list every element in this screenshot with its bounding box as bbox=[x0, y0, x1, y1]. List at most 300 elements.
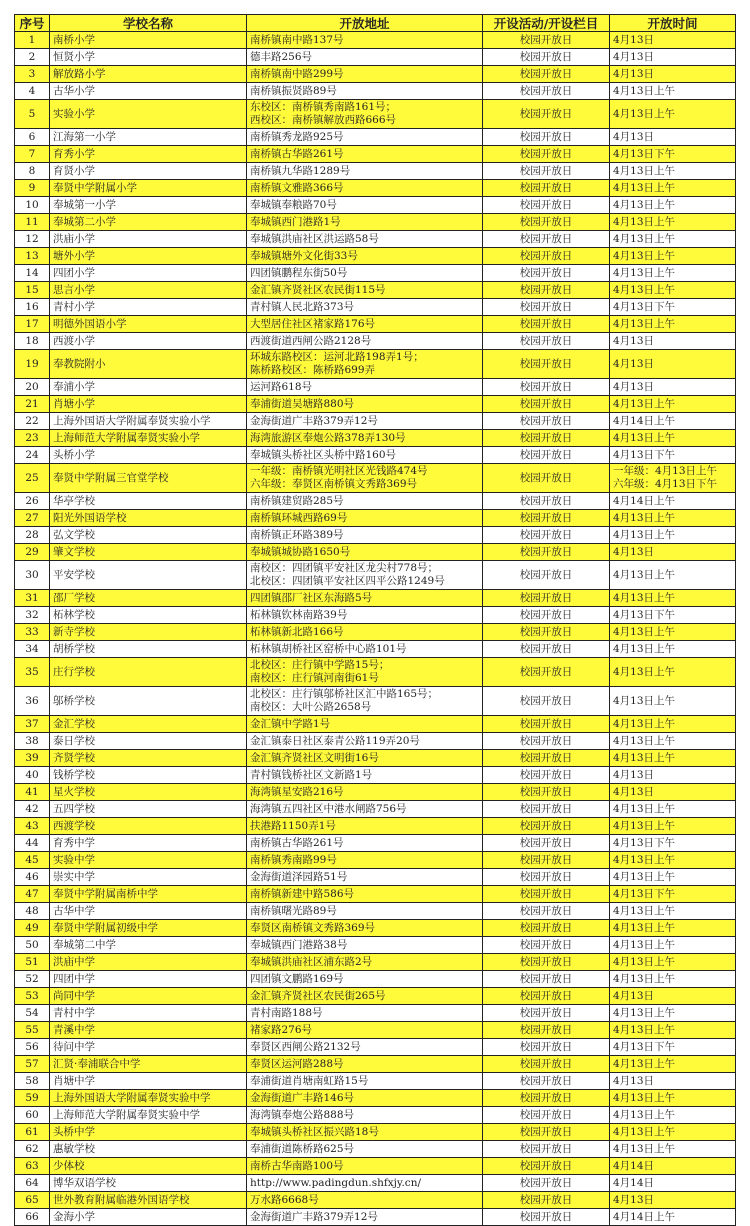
open-address-line: 金海街道泽园路51号 bbox=[250, 870, 348, 883]
open-address-line: 海湾旅游区奉炮公路378弄130号 bbox=[250, 431, 406, 444]
activity: 校园开放日 bbox=[483, 750, 610, 767]
open-address bbox=[247, 920, 483, 937]
activity: 校园开放日 bbox=[483, 767, 610, 784]
open-time-line: 4月13日下午 bbox=[613, 887, 676, 900]
header-time: 开放时间 bbox=[610, 15, 736, 32]
table-row bbox=[15, 716, 736, 733]
open-address bbox=[247, 333, 483, 350]
open-time-line: 4月13日上午 bbox=[613, 921, 676, 934]
activity: 校园开放日 bbox=[483, 852, 610, 869]
open-time bbox=[610, 835, 736, 852]
open-time bbox=[610, 750, 736, 767]
open-address-line: 柘林镇胡桥社区窑桥中心路101号 bbox=[250, 642, 407, 655]
row-number: 12 bbox=[15, 231, 50, 248]
open-time bbox=[610, 396, 736, 413]
row-number: 28 bbox=[15, 527, 50, 544]
open-time bbox=[610, 767, 736, 784]
table-row bbox=[15, 818, 736, 835]
school-name: 上海师范大学附属奉贤实验中学 bbox=[50, 1107, 247, 1124]
school-name: 洪庙中学 bbox=[50, 954, 247, 971]
open-time-line: 4月13日上午 bbox=[613, 431, 676, 444]
open-time-line: 4月13日上午 bbox=[613, 591, 676, 604]
open-time-line: 4月13日下午 bbox=[613, 147, 676, 160]
activity: 校园开放日 bbox=[483, 1005, 610, 1022]
open-time bbox=[610, 1107, 736, 1124]
open-time-line: 六年级：4月13日下午 bbox=[613, 478, 718, 490]
open-address-line: 褚家路276号 bbox=[250, 1023, 313, 1036]
activity: 校园开放日 bbox=[483, 248, 610, 265]
row-number: 25 bbox=[15, 464, 50, 493]
table-row bbox=[15, 835, 736, 852]
activity: 校园开放日 bbox=[483, 886, 610, 903]
open-address bbox=[247, 641, 483, 658]
open-time bbox=[610, 350, 736, 379]
open-time-line: 4月13日 bbox=[613, 50, 655, 63]
open-address-line: 四团镇鹏程东街50号 bbox=[250, 266, 348, 279]
school-name: 奉城第二小学 bbox=[50, 214, 247, 231]
school-name: 青溪中学 bbox=[50, 1022, 247, 1039]
open-address bbox=[247, 937, 483, 954]
open-address-line: 四团镇邵厂社区东海路5号 bbox=[250, 591, 373, 604]
open-address bbox=[247, 163, 483, 180]
open-time bbox=[610, 163, 736, 180]
activity: 校园开放日 bbox=[483, 350, 610, 379]
open-address-line: 大型居住社区褚家路176号 bbox=[250, 317, 376, 330]
open-time-line: 4月13日下午 bbox=[613, 836, 676, 849]
open-address bbox=[247, 1039, 483, 1056]
school-name: 星火学校 bbox=[50, 784, 247, 801]
open-address-line: 南桥镇古华路261号 bbox=[250, 836, 344, 849]
open-time bbox=[610, 100, 736, 129]
open-address-line: 奉城镇城协路1650号 bbox=[250, 545, 351, 558]
row-number: 64 bbox=[15, 1175, 50, 1192]
school-name: 待问中学 bbox=[50, 1039, 247, 1056]
activity: 校园开放日 bbox=[483, 1175, 610, 1192]
open-address bbox=[247, 561, 483, 590]
open-time bbox=[610, 413, 736, 430]
table-body bbox=[15, 32, 736, 1226]
open-address-line: 奉城镇洪庙社区洪运路58号 bbox=[250, 232, 379, 245]
open-address bbox=[247, 447, 483, 464]
table-row bbox=[15, 214, 736, 231]
school-name: 奉城第二中学 bbox=[50, 937, 247, 954]
table-row bbox=[15, 265, 736, 282]
open-address bbox=[247, 750, 483, 767]
open-address-line: 奉城镇西门港路38号 bbox=[250, 938, 348, 951]
activity: 校园开放日 bbox=[483, 544, 610, 561]
activity: 校园开放日 bbox=[483, 658, 610, 687]
activity: 校园开放日 bbox=[483, 1209, 610, 1226]
open-time-line: 4月13日上午 bbox=[613, 642, 676, 655]
table-row bbox=[15, 350, 736, 379]
open-address bbox=[247, 282, 483, 299]
table-row bbox=[15, 971, 736, 988]
open-time-line: 4月14日上午 bbox=[613, 494, 676, 507]
open-address-line: 奉浦街道吴塘路880号 bbox=[250, 397, 355, 410]
open-address-line: 扶港路1150弄1号 bbox=[250, 819, 336, 832]
school-name: 实验小学 bbox=[50, 100, 247, 129]
row-number: 51 bbox=[15, 954, 50, 971]
row-number: 45 bbox=[15, 852, 50, 869]
open-time bbox=[610, 282, 736, 299]
open-address-line: 奉城镇西门港路1号 bbox=[250, 215, 341, 228]
open-address-line: 南桥镇环城西路69号 bbox=[250, 511, 348, 524]
row-number: 47 bbox=[15, 886, 50, 903]
open-time-line: 4月13日上午 bbox=[613, 625, 676, 638]
table-row bbox=[15, 687, 736, 716]
open-address bbox=[247, 988, 483, 1005]
row-number: 9 bbox=[15, 180, 50, 197]
school-name: 洪庙小学 bbox=[50, 231, 247, 248]
activity: 校园开放日 bbox=[483, 83, 610, 100]
open-address bbox=[247, 350, 483, 379]
school-name: 邬桥学校 bbox=[50, 687, 247, 716]
header-no: 序号 bbox=[15, 15, 50, 32]
open-time bbox=[610, 197, 736, 214]
row-number: 40 bbox=[15, 767, 50, 784]
open-address bbox=[247, 1107, 483, 1124]
open-time-line: 4月13日上午 bbox=[613, 181, 676, 194]
table-row bbox=[15, 413, 736, 430]
row-number: 23 bbox=[15, 430, 50, 447]
table-row bbox=[15, 801, 736, 818]
open-time bbox=[610, 1209, 736, 1226]
open-address bbox=[247, 1073, 483, 1090]
row-number: 55 bbox=[15, 1022, 50, 1039]
open-address-line: 万水路6668号 bbox=[250, 1193, 319, 1206]
school-name: 少体校 bbox=[50, 1158, 247, 1175]
activity: 校园开放日 bbox=[483, 32, 610, 49]
activity: 校园开放日 bbox=[483, 510, 610, 527]
school-name: 邵厂学校 bbox=[50, 590, 247, 607]
row-number: 20 bbox=[15, 379, 50, 396]
table-row bbox=[15, 66, 736, 83]
table-row bbox=[15, 129, 736, 146]
open-address-line: 南校区：四团镇平安社区龙尖村778号； bbox=[250, 562, 439, 574]
school-name: 育秀中学 bbox=[50, 835, 247, 852]
open-time bbox=[610, 1192, 736, 1209]
school-name: 育贤小学 bbox=[50, 163, 247, 180]
row-number: 22 bbox=[15, 413, 50, 430]
activity: 校园开放日 bbox=[483, 1141, 610, 1158]
row-number: 36 bbox=[15, 687, 50, 716]
open-address bbox=[247, 544, 483, 561]
open-time-line: 4月13日上午 bbox=[613, 1057, 676, 1070]
header-activity: 开设活动/开设栏目 bbox=[483, 15, 610, 32]
table-row bbox=[15, 886, 736, 903]
row-number: 26 bbox=[15, 493, 50, 510]
open-time bbox=[610, 214, 736, 231]
open-address bbox=[247, 1124, 483, 1141]
open-time-line: 4月13日 bbox=[613, 989, 655, 1002]
open-address-line: 南桥镇建贸路285号 bbox=[250, 494, 344, 507]
open-time-line: 4月13日 bbox=[613, 67, 655, 80]
activity: 校园开放日 bbox=[483, 49, 610, 66]
open-address bbox=[247, 527, 483, 544]
activity: 校园开放日 bbox=[483, 1056, 610, 1073]
row-number: 24 bbox=[15, 447, 50, 464]
open-address-line: 奉贤区西闸公路2132号 bbox=[250, 1040, 361, 1053]
open-time-line: 4月13日上午 bbox=[613, 938, 676, 951]
row-number: 46 bbox=[15, 869, 50, 886]
open-address-line: 南桥镇文雅路366号 bbox=[250, 181, 344, 194]
table-row bbox=[15, 231, 736, 248]
activity: 校园开放日 bbox=[483, 1039, 610, 1056]
school-name: 庄行学校 bbox=[50, 658, 247, 687]
school-name: 青村中学 bbox=[50, 1005, 247, 1022]
open-time-line: 4月13日上午 bbox=[613, 317, 676, 330]
activity: 校园开放日 bbox=[483, 527, 610, 544]
school-open-day-table bbox=[14, 14, 736, 1226]
row-number: 17 bbox=[15, 316, 50, 333]
open-time-line: 4月13日上午 bbox=[613, 955, 676, 968]
open-address bbox=[247, 146, 483, 163]
school-name: 实验中学 bbox=[50, 852, 247, 869]
table-row bbox=[15, 1124, 736, 1141]
open-address bbox=[247, 1056, 483, 1073]
open-time bbox=[610, 607, 736, 624]
table-row bbox=[15, 197, 736, 214]
open-time bbox=[610, 447, 736, 464]
open-address-line: 四团镇文鹏路169号 bbox=[250, 972, 344, 985]
table-row bbox=[15, 869, 736, 886]
open-address-line: 北校区：四团镇平安社区四平公路1249号 bbox=[250, 575, 445, 587]
row-number: 49 bbox=[15, 920, 50, 937]
open-address-line: 南桥镇正环路389号 bbox=[250, 528, 344, 541]
row-number: 42 bbox=[15, 801, 50, 818]
open-address-line: 南桥镇九华路1289号 bbox=[250, 164, 351, 177]
table-row bbox=[15, 1158, 736, 1175]
activity: 校园开放日 bbox=[483, 590, 610, 607]
open-address bbox=[247, 32, 483, 49]
table-row bbox=[15, 464, 736, 493]
row-number: 15 bbox=[15, 282, 50, 299]
activity: 校园开放日 bbox=[483, 146, 610, 163]
open-address bbox=[247, 299, 483, 316]
school-name: 上海外国语大学附属奉贤实验中学 bbox=[50, 1090, 247, 1107]
open-time-line: 4月13日上午 bbox=[613, 870, 676, 883]
school-name: 西渡学校 bbox=[50, 818, 247, 835]
activity: 校园开放日 bbox=[483, 954, 610, 971]
open-address-line: 奉城镇塘外文化街33号 bbox=[250, 249, 358, 262]
activity: 校园开放日 bbox=[483, 265, 610, 282]
school-name: 塘外小学 bbox=[50, 248, 247, 265]
school-name: 南桥小学 bbox=[50, 32, 247, 49]
open-time bbox=[610, 818, 736, 835]
open-address bbox=[247, 590, 483, 607]
row-number: 43 bbox=[15, 818, 50, 835]
activity: 校园开放日 bbox=[483, 937, 610, 954]
open-time-line: 4月13日上午 bbox=[613, 1023, 676, 1036]
open-time-line: 4月13日上午 bbox=[613, 1108, 676, 1121]
row-number: 6 bbox=[15, 129, 50, 146]
header-address: 开放地址 bbox=[247, 15, 483, 32]
table-row bbox=[15, 333, 736, 350]
row-number: 4 bbox=[15, 83, 50, 100]
open-time-line: 4月13日上午 bbox=[613, 164, 676, 177]
school-name: 思言小学 bbox=[50, 282, 247, 299]
table-row bbox=[15, 493, 736, 510]
open-time bbox=[610, 66, 736, 83]
open-address-line: 海湾镇星安路216号 bbox=[250, 785, 344, 798]
open-time bbox=[610, 146, 736, 163]
open-address bbox=[247, 852, 483, 869]
open-time-line: 4月13日上午 bbox=[613, 1142, 676, 1155]
table-row bbox=[15, 767, 736, 784]
row-number: 5 bbox=[15, 100, 50, 129]
open-time-line: 4月13日上午 bbox=[613, 734, 676, 747]
school-name: 恒贤小学 bbox=[50, 49, 247, 66]
open-address-line: 奉浦街道肖塘南虹路15号 bbox=[250, 1074, 369, 1087]
open-address bbox=[247, 510, 483, 527]
open-address-line: 金汇镇齐贤社区农民街265号 bbox=[250, 989, 386, 1002]
table-row bbox=[15, 658, 736, 687]
open-address bbox=[247, 430, 483, 447]
school-name: 肇文学校 bbox=[50, 544, 247, 561]
activity: 校园开放日 bbox=[483, 396, 610, 413]
open-time-line: 4月13日上午 bbox=[613, 215, 676, 228]
open-time bbox=[610, 561, 736, 590]
open-time bbox=[610, 464, 736, 493]
school-name: 奉浦小学 bbox=[50, 379, 247, 396]
row-number: 33 bbox=[15, 624, 50, 641]
activity: 校园开放日 bbox=[483, 493, 610, 510]
school-name: 古华小学 bbox=[50, 83, 247, 100]
table-row bbox=[15, 624, 736, 641]
school-name: 泰日学校 bbox=[50, 733, 247, 750]
open-time-line: 一年级：4月13日上午 bbox=[613, 465, 718, 477]
open-address bbox=[247, 379, 483, 396]
table-row bbox=[15, 607, 736, 624]
table-row bbox=[15, 146, 736, 163]
open-time bbox=[610, 510, 736, 527]
open-address bbox=[247, 903, 483, 920]
open-address bbox=[247, 767, 483, 784]
open-address-line: 奉城镇头桥社区头桥中路160号 bbox=[250, 448, 397, 461]
open-address-line: 金汇镇齐贤社区农民街115号 bbox=[250, 283, 386, 296]
open-time-line: 4月13日下午 bbox=[613, 608, 676, 621]
school-name: 奉贤中学附属初级中学 bbox=[50, 920, 247, 937]
row-number: 60 bbox=[15, 1107, 50, 1124]
school-name: 世外教育附属临港外国语学校 bbox=[50, 1192, 247, 1209]
open-address-line: 一年级：南桥镇光明社区光钱路474号 bbox=[250, 465, 428, 477]
open-address-line: 青村镇人民北路373号 bbox=[250, 300, 355, 313]
row-number: 7 bbox=[15, 146, 50, 163]
school-name: 齐贤学校 bbox=[50, 750, 247, 767]
school-name: 华亭学校 bbox=[50, 493, 247, 510]
open-address-line: 陈桥路校区：陈桥路699弄 bbox=[250, 364, 376, 376]
open-time bbox=[610, 1090, 736, 1107]
school-name: 奉贤中学附属小学 bbox=[50, 180, 247, 197]
open-address-line: 南校区：大叶公路2658号 bbox=[250, 701, 372, 713]
table-row bbox=[15, 1175, 736, 1192]
activity: 校园开放日 bbox=[483, 801, 610, 818]
school-name: 古华中学 bbox=[50, 903, 247, 920]
row-number: 61 bbox=[15, 1124, 50, 1141]
activity: 校园开放日 bbox=[483, 1090, 610, 1107]
open-time bbox=[610, 1175, 736, 1192]
row-number: 52 bbox=[15, 971, 50, 988]
row-number: 35 bbox=[15, 658, 50, 687]
table-row bbox=[15, 1073, 736, 1090]
table-row bbox=[15, 527, 736, 544]
open-address bbox=[247, 733, 483, 750]
open-address-line: 东校区：南桥镇秀南路161号； bbox=[250, 101, 397, 113]
open-time bbox=[610, 903, 736, 920]
header-row bbox=[15, 15, 736, 32]
open-address bbox=[247, 1005, 483, 1022]
open-address bbox=[247, 818, 483, 835]
open-time-line: 4月13日上午 bbox=[613, 1091, 676, 1104]
school-name: 奉贤中学附属三官堂学校 bbox=[50, 464, 247, 493]
row-number: 38 bbox=[15, 733, 50, 750]
open-address bbox=[247, 716, 483, 733]
open-time-line: 4月13日上午 bbox=[613, 266, 676, 279]
open-time bbox=[610, 1056, 736, 1073]
open-address bbox=[247, 214, 483, 231]
row-number: 10 bbox=[15, 197, 50, 214]
activity: 校园开放日 bbox=[483, 129, 610, 146]
row-number: 27 bbox=[15, 510, 50, 527]
activity: 校园开放日 bbox=[483, 379, 610, 396]
open-time-line: 4月13日上午 bbox=[613, 904, 676, 917]
activity: 校园开放日 bbox=[483, 231, 610, 248]
activity: 校园开放日 bbox=[483, 66, 610, 83]
open-address bbox=[247, 197, 483, 214]
school-name: 上海外国语大学附属奉贤实验小学 bbox=[50, 413, 247, 430]
table-row bbox=[15, 316, 736, 333]
table-row bbox=[15, 1022, 736, 1039]
open-address-line: 金海街道广丰路379弄12号 bbox=[250, 1210, 378, 1223]
school-name: 胡桥学校 bbox=[50, 641, 247, 658]
open-address-line: http://www.padingdun.shfxjy.cn/ bbox=[250, 1176, 421, 1189]
table-row bbox=[15, 1141, 736, 1158]
open-time-line: 4月13日上午 bbox=[613, 802, 676, 815]
open-time-line: 4月13日上午 bbox=[613, 511, 676, 524]
activity: 校园开放日 bbox=[483, 1124, 610, 1141]
school-name: 头桥中学 bbox=[50, 1124, 247, 1141]
school-name: 上海师范大学附属奉贤实验小学 bbox=[50, 430, 247, 447]
open-address-line: 西校区：南桥镇解放西路666号 bbox=[250, 114, 397, 126]
school-name: 奉贤中学附属南桥中学 bbox=[50, 886, 247, 903]
open-address-line: 运河路618号 bbox=[250, 380, 313, 393]
table-row bbox=[15, 1056, 736, 1073]
school-name: 西渡小学 bbox=[50, 333, 247, 350]
open-time bbox=[610, 1039, 736, 1056]
open-time-line: 4月13日上午 bbox=[613, 694, 676, 707]
table-row bbox=[15, 1192, 736, 1209]
row-number: 14 bbox=[15, 265, 50, 282]
activity: 校园开放日 bbox=[483, 163, 610, 180]
open-time-line: 4月13日上午 bbox=[613, 397, 676, 410]
activity: 校园开放日 bbox=[483, 835, 610, 852]
open-address bbox=[247, 835, 483, 852]
school-name: 博华双语学校 bbox=[50, 1175, 247, 1192]
open-time bbox=[610, 1124, 736, 1141]
open-address-line: 金汇镇中学路1号 bbox=[250, 717, 331, 730]
table-row bbox=[15, 180, 736, 197]
open-address-line: 青村镇钱桥社区文新路1号 bbox=[250, 768, 373, 781]
school-name: 金汇学校 bbox=[50, 716, 247, 733]
row-number: 39 bbox=[15, 750, 50, 767]
open-time-line: 4月14日 bbox=[613, 1159, 655, 1172]
open-time bbox=[610, 1022, 736, 1039]
open-time-line: 4月13日 bbox=[613, 33, 655, 46]
row-number: 62 bbox=[15, 1141, 50, 1158]
open-time-line: 4月13日上午 bbox=[613, 568, 676, 581]
open-time-line: 4月13日上午 bbox=[613, 232, 676, 245]
open-time-line: 4月13日上午 bbox=[613, 819, 676, 832]
